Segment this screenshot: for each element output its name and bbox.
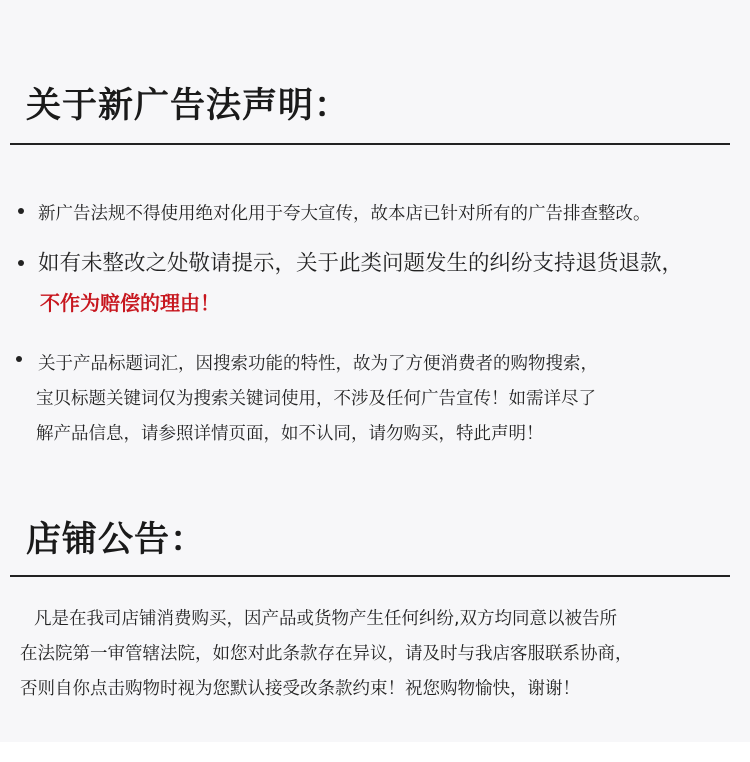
store-notice-line-3: 否则自你点击购物时视为您默认接受改条款约束！祝您购物愉快，谢谢！ (20, 679, 580, 699)
bullet-dot (18, 260, 24, 266)
store-notice-line-2: 在法院第一审管辖法院，如您对此条款存在异议，请及时与我店客服联系协商， (20, 644, 633, 664)
ad-law-bullet-1: 新广告法规不得使用绝对化用于夸大宣传，故本店已针对所有的广告排查整改。 (38, 204, 651, 224)
ad-law-bullet-3-line-3: 解产品信息，请参照详情页面，如不认同，请勿购买，特此声明！ (36, 424, 544, 444)
store-notice-divider (10, 575, 730, 577)
store-notice-heading: 店铺公告： (26, 520, 207, 560)
ad-law-bullet-3-line-2: 宝贝标题关键词仅为搜索关键词使用，不涉及任何广告宣传！如需详尽了 (36, 389, 596, 409)
bullet-dot (18, 208, 24, 214)
bullet-dot (16, 356, 22, 362)
ad-law-bullet-2-emphasis: 不作为赔偿的理由！ (40, 291, 220, 315)
ad-law-heading: 关于新广告法声明： (26, 86, 351, 126)
ad-law-bullet-3-line-1: 关于产品标题词汇，因搜索功能的特性，故为了方便消费者的购物搜索， (38, 354, 598, 374)
ad-law-divider (10, 143, 730, 145)
store-notice-line-1: 凡是在我司店铺消费购买，因产品或货物产生任何纠纷,双方均同意以被告所 (34, 609, 618, 629)
ad-law-bullet-2-line-1: 如有未整改之处敬请提示，关于此类问题发生的纠纷支持退货退款， (38, 251, 684, 276)
